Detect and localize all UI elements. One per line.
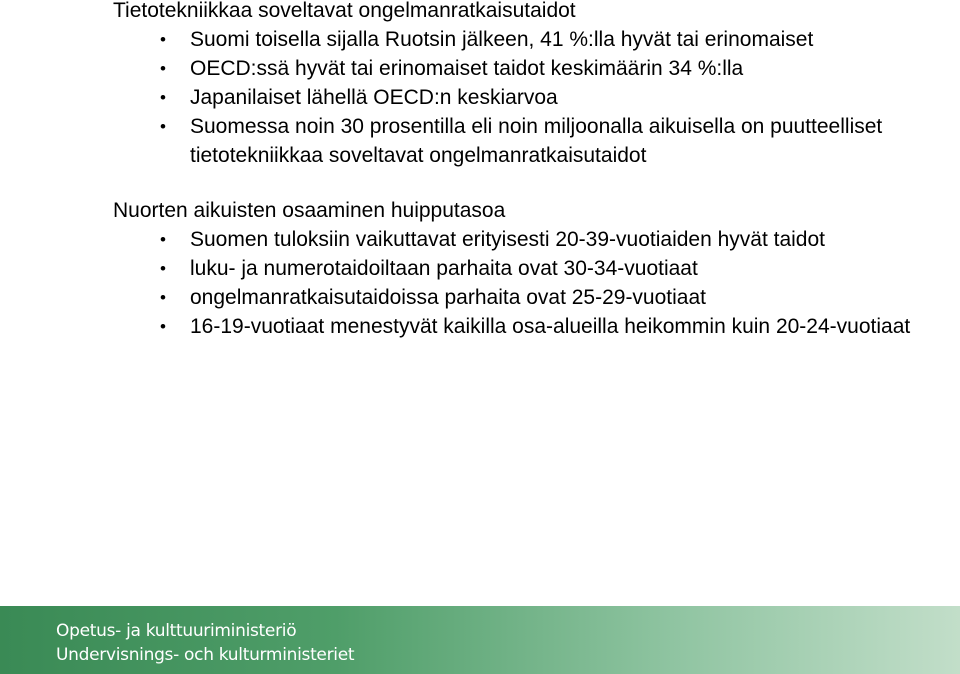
section-heading-ict-problem-solving: Tietotekniikkaa soveltavat ongelmanratkaisutaidot bbox=[113, 0, 576, 22]
bullet-icon: • bbox=[160, 317, 166, 336]
bullet-icon: • bbox=[160, 230, 166, 249]
list-item-text: Suomen tuloksiin vaikuttavat erityisesti 20-39-vuotiaiden hyvät taidot bbox=[190, 228, 826, 251]
list-item bbox=[113, 54, 933, 83]
bullet-icon: • bbox=[160, 88, 166, 107]
list-item bbox=[113, 83, 933, 112]
bullet-icon: • bbox=[160, 30, 166, 49]
list-item-text: ongelmanratkaisutaidoissa parhaita ovat 25-29-vuotiaat bbox=[190, 286, 706, 309]
list-item-text: Suomessa noin 30 prosentilla eli noin miljoonalla aikuisella on puutteelliset tietotekniikkaa soveltavat ongelmanratkaisutaidot bbox=[190, 115, 883, 167]
list-item bbox=[113, 312, 933, 341]
ministry-name-finnish: Opetus- ja kulttuuriministeriö bbox=[56, 621, 297, 641]
bullet-list-ict bbox=[113, 25, 933, 170]
list-item bbox=[113, 254, 933, 283]
list-item bbox=[113, 112, 933, 170]
section-spacer bbox=[113, 170, 933, 196]
bullet-icon: • bbox=[160, 259, 166, 278]
list-item bbox=[113, 25, 933, 54]
bullet-icon: • bbox=[160, 288, 166, 307]
bullet-list-young-adults bbox=[113, 225, 933, 341]
list-item bbox=[113, 225, 933, 254]
list-item-text: Suomi toisella sijalla Ruotsin jälkeen, 41 %:lla hyvät tai erinomaiset bbox=[190, 28, 814, 51]
list-item bbox=[113, 283, 933, 312]
list-item-text: 16-19-vuotiaat menestyvät kaikilla osa-alueilla heikommin kuin 20-24-vuotiaat bbox=[190, 315, 911, 338]
ministry-footer-banner bbox=[0, 606, 960, 674]
slide-content bbox=[113, 0, 933, 341]
bullet-icon: • bbox=[160, 117, 166, 136]
section-heading-young-adults: Nuorten aikuisten osaaminen huipputasoa bbox=[113, 199, 506, 222]
ministry-name-swedish: Undervisnings- och kulturministeriet bbox=[56, 645, 355, 665]
bullet-icon: • bbox=[160, 59, 166, 78]
list-item-text: Japanilaiset lähellä OECD:n keskiarvoa bbox=[190, 86, 558, 109]
list-item-text: luku- ja numerotaidoiltaan parhaita ovat 30-34-vuotiaat bbox=[190, 257, 698, 280]
list-item-text: OECD:ssä hyvät tai erinomaiset taidot keskimäärin 34 %:lla bbox=[190, 57, 744, 80]
